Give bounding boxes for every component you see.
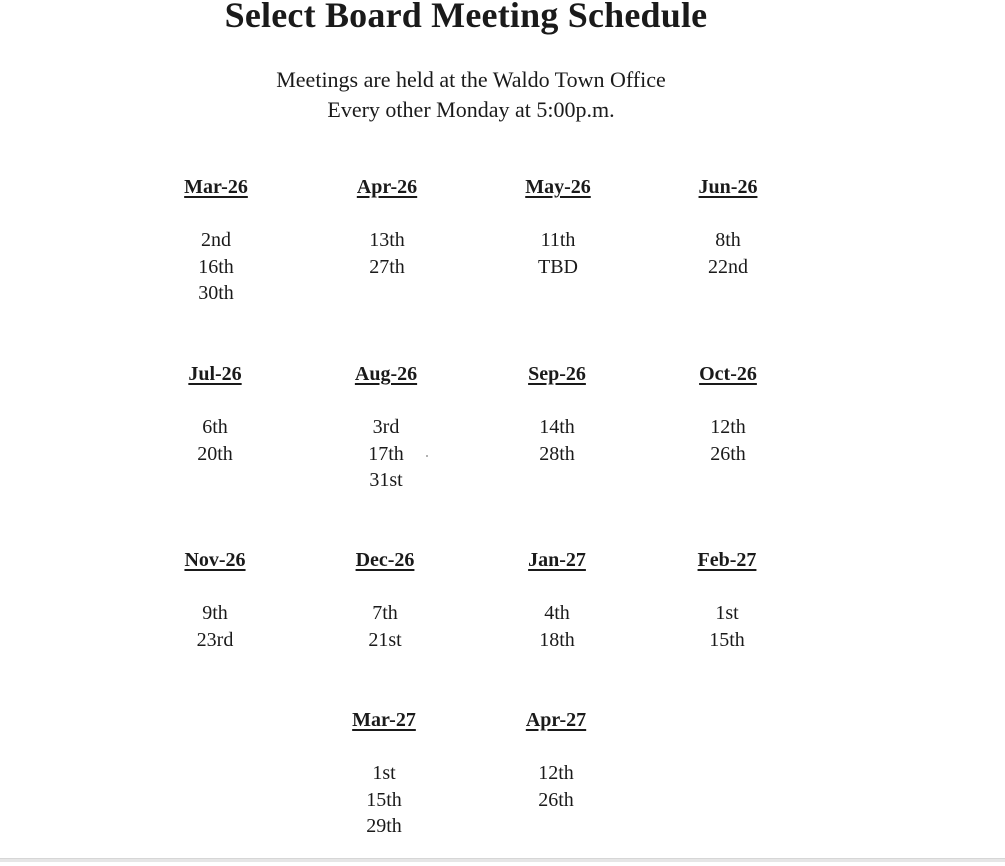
meeting-date: 27th (369, 255, 405, 278)
month-heading: May-26 (525, 176, 591, 198)
month-heading: Mar-26 (184, 176, 248, 198)
month-heading: Jul-26 (188, 363, 242, 385)
month-block-dec-26 (310, 548, 460, 653)
meeting-dates (311, 414, 461, 494)
meeting-date: 9th (202, 602, 228, 624)
month-block-may-26 (483, 175, 633, 280)
month-heading: Jun-26 (698, 176, 758, 198)
meeting-dates (482, 414, 632, 467)
meeting-date: 2nd (201, 229, 231, 251)
month-block-sep-26 (482, 362, 632, 467)
meeting-date: 6th (202, 416, 228, 438)
month-block-oct-26 (653, 362, 803, 467)
meeting-date: 8th (715, 229, 741, 251)
meeting-date: 12th (710, 416, 746, 438)
meeting-dates (483, 227, 633, 280)
meeting-dates (481, 760, 631, 813)
meeting-date: 20th (197, 442, 233, 465)
month-block-jul-26 (140, 362, 290, 467)
month-block-jan-27 (482, 548, 632, 653)
month-block-mar-27 (309, 708, 459, 840)
meeting-dates (309, 760, 459, 840)
meeting-date: 14th (539, 416, 575, 438)
meeting-date: 29th (366, 815, 402, 838)
meeting-date: 30th (198, 282, 234, 305)
meeting-date: 11th (540, 229, 576, 251)
meeting-date: 28th (539, 442, 575, 465)
meeting-date: 15th (709, 628, 745, 651)
month-heading: Apr-27 (525, 709, 587, 731)
meeting-dates (482, 600, 632, 653)
meeting-dates (653, 227, 803, 280)
meeting-dates (653, 414, 803, 467)
month-heading: Aug-26 (354, 363, 418, 385)
month-heading: Mar-27 (352, 709, 416, 731)
month-heading: Nov-26 (184, 549, 246, 571)
month-heading: Sep-26 (528, 363, 586, 385)
meeting-dates (310, 600, 460, 653)
meeting-date: 26th (710, 442, 746, 465)
month-block-apr-26 (312, 175, 462, 280)
meeting-date: 3rd (372, 416, 400, 438)
meeting-date: TBD (538, 255, 578, 278)
meeting-dates (312, 227, 462, 280)
meeting-date: 23rd (196, 628, 234, 651)
month-block-mar-26 (141, 175, 291, 307)
meeting-date: 4th (544, 602, 570, 624)
meeting-date: 12th (538, 762, 574, 784)
meeting-date: 7th (372, 602, 398, 624)
month-block-aug-26 (311, 362, 461, 494)
scan-speck (426, 455, 428, 457)
meeting-date: 13th (369, 229, 405, 251)
month-block-jun-26 (653, 175, 803, 280)
month-heading: Oct-26 (699, 363, 757, 385)
meeting-date: 26th (538, 788, 574, 811)
meeting-date: 1st (372, 762, 396, 784)
meeting-date: 21st (368, 628, 402, 651)
month-heading: Apr-26 (356, 176, 418, 198)
month-block-apr-27 (481, 708, 631, 813)
meeting-dates (652, 600, 802, 653)
page-title: Select Board Meeting Schedule (224, 0, 708, 35)
meeting-date: 31st (369, 469, 403, 492)
month-block-feb-27 (652, 548, 802, 653)
meeting-date: 15th (366, 788, 402, 811)
meeting-dates (140, 600, 290, 653)
month-heading: Jan-27 (528, 549, 586, 571)
meeting-dates (140, 414, 290, 467)
meeting-date: 1st (715, 602, 739, 624)
meeting-date: 16th (198, 255, 234, 278)
meeting-date: 22nd (708, 255, 748, 278)
month-block-nov-26 (140, 548, 290, 653)
month-heading: Dec-26 (355, 549, 415, 571)
page-bottom-edge (0, 858, 1005, 862)
meeting-date: 18th (539, 628, 575, 651)
meeting-date: 17th (368, 442, 404, 465)
meeting-location: Meetings are held at the Waldo Town Office (276, 67, 666, 92)
meeting-dates (141, 227, 291, 307)
month-heading: Feb-27 (697, 549, 757, 571)
meeting-frequency: Every other Monday at 5:00p.m. (327, 97, 615, 122)
